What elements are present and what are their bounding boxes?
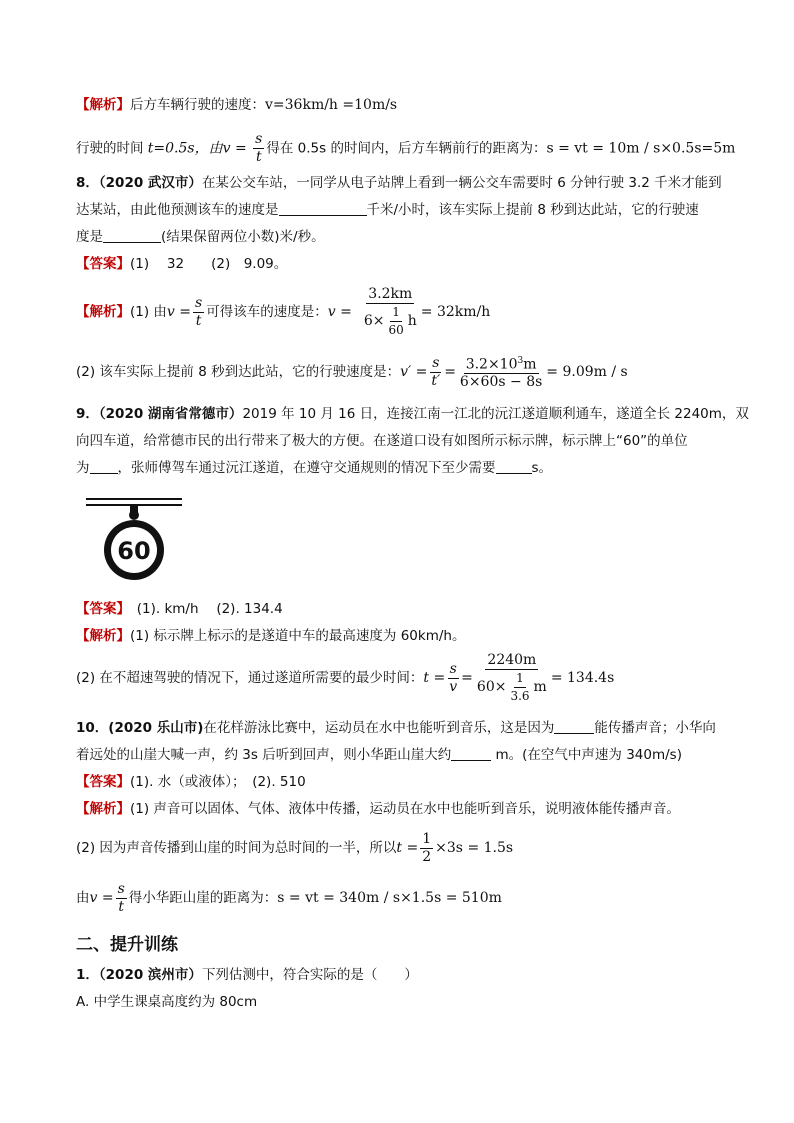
answer-blank	[103, 228, 161, 243]
answer-blank	[90, 459, 118, 474]
answer-line: 【答案】(1) 32 (2) 9.09。	[76, 256, 288, 272]
analysis-line: 由 v = $\frac{s}{t}$ 得小华距山崖的距离为： s = vt = 340m / s×1.5s = 510m	[76, 880, 502, 915]
analysis-line: 【解析】(1) 声音可以固体、气体、液体中传播，运动员在水中也能听到音乐，说明液体能传播声音。	[76, 801, 680, 817]
answer-line: 【答案】(1). 水（或液体）； (2). 510	[76, 774, 306, 790]
answer-blank	[554, 719, 594, 734]
sign-hook	[129, 510, 139, 520]
var: v	[222, 140, 231, 157]
analysis-line: 【解析】(1) 标示牌上标示的是遂道中车的最高速度为 60km/h。	[76, 628, 466, 644]
fraction: $\frac{s}{t}$	[195, 294, 203, 329]
analysis-line: (2) 该车实际上提前 8 秒到达此站，它的行驶速度是： v′ = $\frac{s}{t'}$ = $\frac{3.2\times 10^3m}{6\times 60s - 8s}$ = 9.09m / s	[76, 354, 628, 391]
answer-blank	[496, 459, 532, 474]
fraction: $\frac{s}{v}$	[449, 660, 458, 695]
analysis-tag: 【解析】	[76, 97, 130, 113]
option-a: A. 中学生课桌高度约为 80cm	[76, 994, 258, 1010]
question-8-line-2: 达某站，由此他预测该车的速度是 千米/小时，该车实际上提前 8 秒到达此站，它的行驶速	[76, 202, 699, 218]
fraction: $\frac{3.2\times 10^3m}{6\times 60s - 8s}$	[458, 353, 544, 392]
text: 得在 0.5s 的时间内，后方车辆前行的距离为：	[266, 140, 547, 157]
analysis-line: 行驶的时间 t=0.5s，由v = $\frac{s}{t}$ 得在 0.5s 的时间内，后方车辆前行的距离为：s = vt = 10m / s×0.5s=5m	[76, 131, 736, 165]
answer-blank	[451, 746, 491, 761]
question-source: （2020 武汉市）	[98, 175, 202, 191]
question-10-line-2: 着远处的山崖大喊一声，约 3s 后听到回声，则小华距山崖大约 m。(在空气中声速为 340m/s)	[76, 747, 682, 763]
question-9-line-3: 为 ，张师傅驾车通过沅江遂道，在遵守交通规则的情况下至少需要 s。	[76, 460, 553, 476]
question-9-line-2: 向四车道，给常德市民的出行带来了极大的方便。在遂道口设有如图所示标示牌，标示牌上“60”的单位	[76, 433, 688, 449]
question-8-line-3: 度是 (结果保留两位小数)米/秒。	[76, 229, 325, 245]
fraction: $\frac{s}{t}$	[255, 131, 263, 165]
analysis-line: (2) 在不超速驾驶的情况下，通过遂道所需要的最少时间： t = $\frac{s}{v}$ = 2240m 60× $\frac{1}{3.6}$ m = 134.4s	[76, 651, 615, 703]
analysis-line: (2) 因为声音传播到山崖的时间为总时间的一半，所以 t = $\frac{1}{2}$ ×3s = 1.5s	[76, 830, 514, 865]
question-10-line-1: 10．(2020 乐山市)在花样游泳比赛中，运动员在水中也能听到音乐，这是因为 能传播声音；小华向	[76, 720, 716, 736]
answer-line: 【答案】 (1). km/h (2). 134.4	[76, 601, 283, 617]
analysis-text: 后方车辆行驶的速度：	[130, 97, 265, 113]
fraction: 3.2km 6× $\frac{1}{60}$ h	[363, 285, 417, 337]
fraction: $\frac{1}{2}$	[422, 830, 432, 865]
question-number: 8．	[76, 175, 99, 191]
answer-text: (1) 32 (2) 9.09。	[130, 256, 288, 272]
distance-equation: s = vt = 10m / s×0.5s=5m	[546, 140, 736, 157]
fraction: 2240m 60× $\frac{1}{3.6}$ m	[476, 651, 547, 703]
fraction: $\frac{s}{t}$	[117, 880, 125, 915]
sign-number: 60	[117, 537, 151, 565]
analysis-line	[76, 96, 397, 114]
text: 行驶的时间	[76, 140, 144, 157]
question-1-stem: 1．（2020 滨州市）下列估测中，符合实际的是（ ）	[76, 967, 418, 983]
question-9-line-1: 9．（2020 湖南省常德市）2019 年 10 月 16 日，连接江南一江北的沅江遂道顺利通车，遂道全长 2240m，双	[76, 406, 749, 422]
speed-equation: v=36km/h =10m/s	[265, 97, 398, 113]
time-value: t=0.5s，由	[147, 140, 223, 157]
fraction: $\frac{s}{t'}$	[431, 354, 441, 389]
answer-blank	[279, 201, 367, 216]
section-title: 二、提升训练	[76, 935, 178, 955]
question-8-line-1: 8．（2020 武汉市）在某公交车站，一同学从电子站牌上看到一辆公交车需要时 6 分钟行驶 3.2 千米才能到	[76, 175, 722, 191]
analysis-line: 【解析】 (1) 由 v = $\frac{s}{t}$ 可得该车的速度是： v = 3.2km 6× $\frac{1}{60}$ h = 32km/h	[76, 285, 491, 337]
speed-limit-sign-figure	[84, 494, 184, 589]
